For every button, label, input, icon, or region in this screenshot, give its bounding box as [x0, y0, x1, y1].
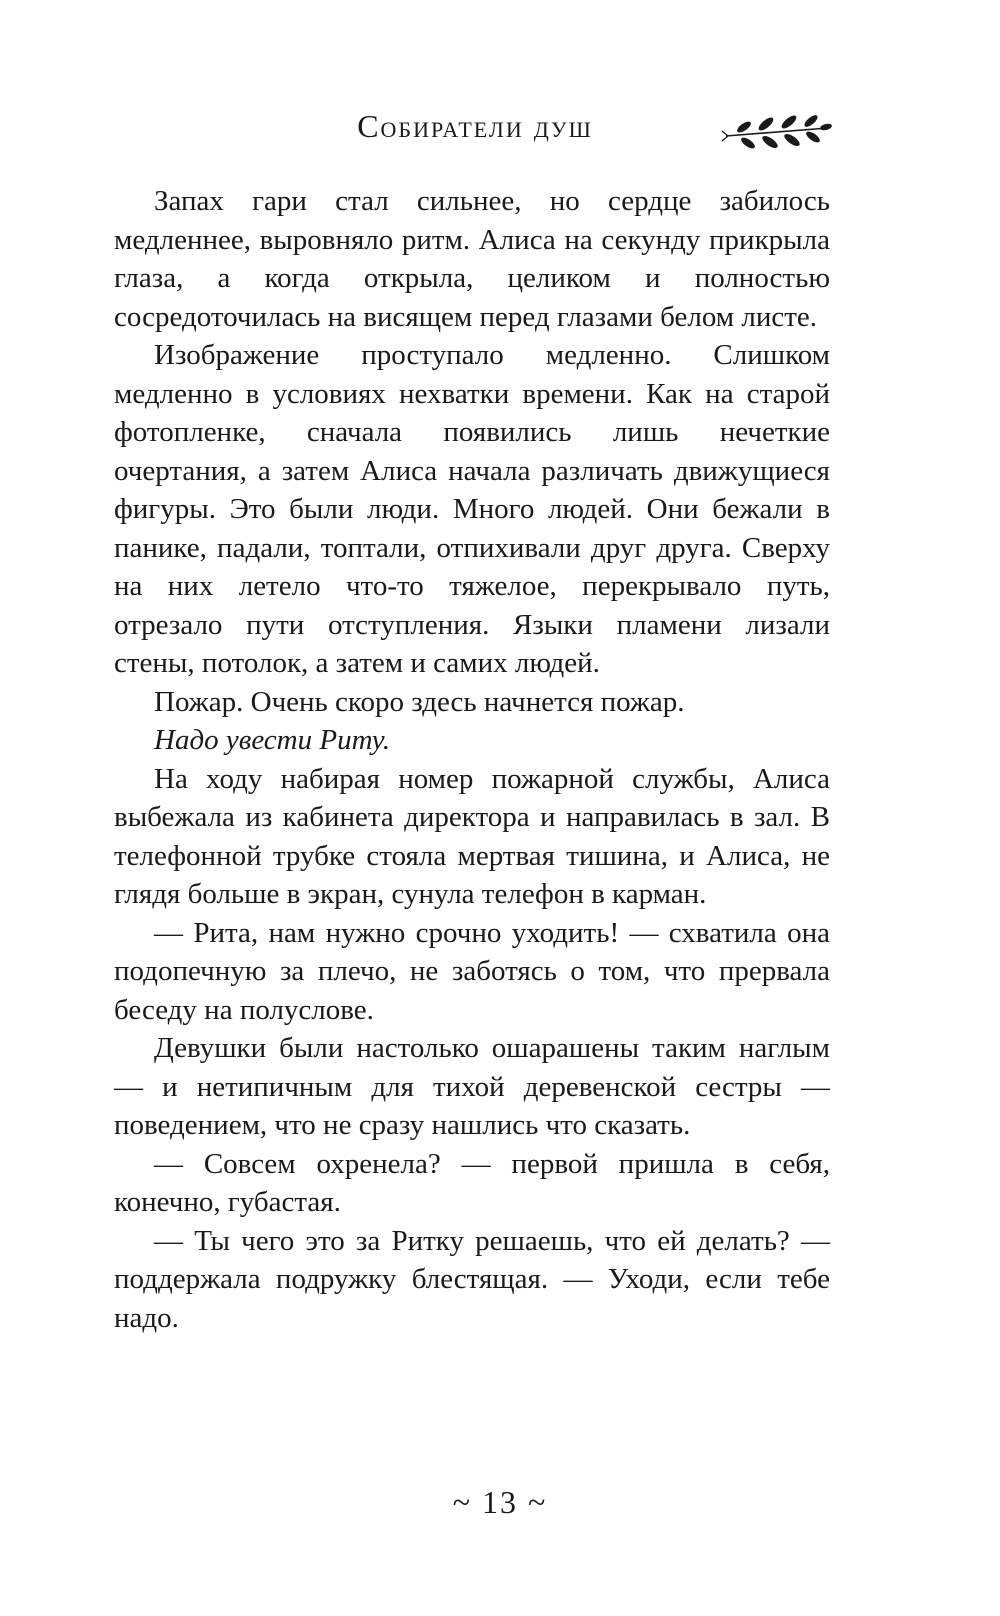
running-head — [0, 108, 1000, 158]
running-title: Собиратели душ — [357, 108, 593, 144]
paragraph-2: Изображение проступало медленно. Слишком медленно в условиях нехватки времени. Как на старой фотопленке, сначала появились лишь нечеткие очертания, а затем Алиса начала различать движущиеся фигуры. Это были люди. Много людей. Они бежали в панике, падали, топтали, отпихивали друг друга. Сверху на них летело что-то тяжелое, перекрывало путь, отрезало пути отступления. Языки пламени лизали стены, потолок, а затем и самих людей. — [114, 339, 830, 679]
body-text — [114, 182, 830, 1337]
paragraph-4-italic: Надо увести Риту. — [154, 724, 391, 756]
paragraph-6-dialogue: — Рита, нам нужно срочно уходить! — схватила она подопечную за плечо, не заботясь о том, что прервала беседу на полуслове. — [114, 916, 830, 1026]
paragraph-1: Запах гари стал сильнее, но сердце забилось медленнее, выровняло ритм. Алиса на секунду прикрыла глаза, а когда открыла, целиком и полностью сосредоточилась на висящем перед глазами белом листе. — [114, 185, 830, 333]
paragraph-8-dialogue: — Совсем охренела? — первой пришла в себя, конечно, губастая. — [114, 1147, 830, 1218]
paragraph-3: Пожар. Очень скоро здесь начнется пожар. — [154, 685, 685, 718]
leaf-branch-icon — [722, 114, 832, 154]
page-number: ~ 13 ~ — [452, 1484, 548, 1520]
paragraph-9-dialogue: — Ты чего это за Ритку решаешь, что ей делать? — поддержала подружку блестящая. — Уходи, если тебе надо. — [114, 1224, 830, 1334]
paragraph-7: Девушки были настолько ошарашены таким наглым — и нетипичным для тихой деревенской сестры — поведением, что не сразу нашлись что сказать. — [114, 1032, 830, 1141]
paragraph-5: На ходу набирая номер пожарной службы, Алиса выбежала из кабинета директора и направилась в зал. В телефонной трубке стояла мертвая тишина, и Алиса, не глядя больше в экран, сунула телефон в карман. — [114, 762, 830, 910]
